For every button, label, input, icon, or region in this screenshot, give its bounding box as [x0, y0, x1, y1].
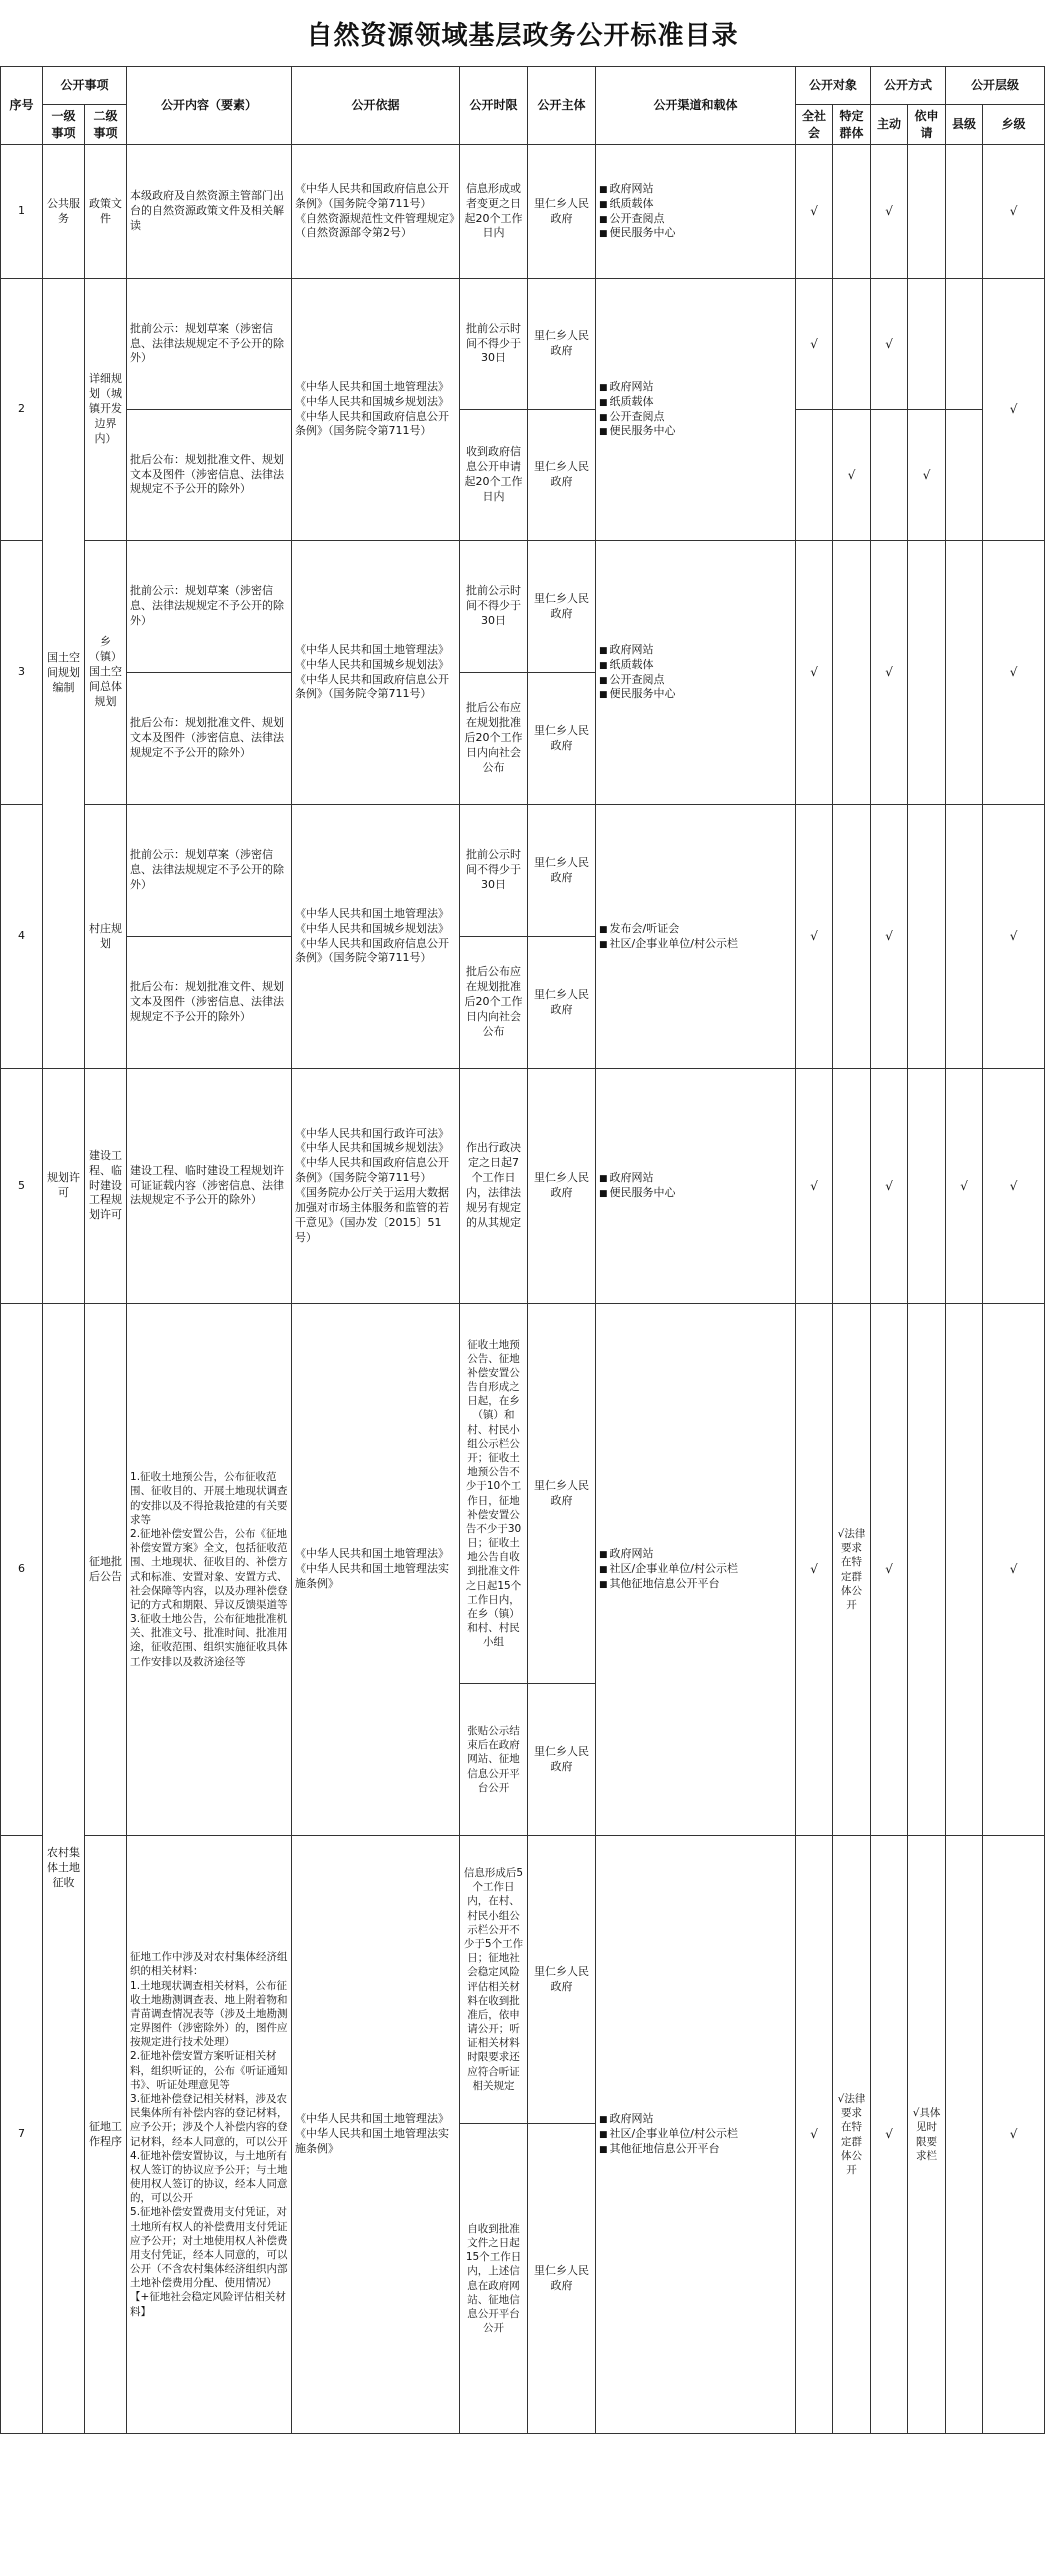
row-content-prepublic: 批前公示：规划草案（涉密信息、法律法规规定不予公开的除外）	[127, 541, 292, 673]
channel-item: ■ 纸质载体	[599, 658, 792, 673]
row-level1: 农村集体土地征收	[43, 1304, 85, 2434]
channel-item: ■ 纸质载体	[599, 395, 792, 410]
row-time-postpublic: 批后公布应在规划批准后20个工作日内向社会公布	[460, 937, 528, 1069]
row-basis: 《中华人民共和国土地管理法》 《中华人民共和国土地管理法实施条例》	[292, 1836, 460, 2434]
row-level2: 建设工程、临时建设工程规划许可	[85, 1069, 127, 1304]
check-whole-society: √	[796, 145, 833, 279]
header-channel: 公开渠道和载体	[596, 67, 796, 145]
header-mode: 公开方式	[871, 67, 946, 105]
channel-item: ■ 便民服务中心	[599, 687, 792, 702]
row-basis: 《中华人民共和国土地管理法》 《中华人民共和国城乡规划法》 《中华人民共和国政府信息公开条例》（国务院令第711号）	[292, 805, 460, 1069]
channel-item: ■ 政府网站	[599, 643, 792, 658]
table-row	[1, 541, 1045, 673]
check-specific-group	[833, 541, 871, 805]
check-active: √	[871, 1069, 908, 1304]
row-time-online: 自收到批准文件之日起15个工作日内，上述信息在政府网站、征地信息公开平台公开	[460, 2124, 528, 2434]
row-subject: 里仁乡人民政府	[528, 410, 596, 541]
channel-item: ■ 政府网站	[599, 380, 792, 395]
row-subject: 里仁乡人民政府	[528, 1304, 596, 1684]
header-content: 公开内容（要素）	[127, 67, 292, 145]
check-specific-group: √	[833, 410, 871, 541]
check-county: √	[946, 1069, 983, 1304]
row-level2: 政策文件	[85, 145, 127, 279]
row-time-online: 张贴公示结束后在政府网站、征地信息公开平台公开	[460, 1684, 528, 1836]
check-whole-society: √	[796, 1069, 833, 1304]
table-row	[1, 805, 1045, 937]
row-seq: 5	[1, 1069, 43, 1304]
header-tier: 公开层级	[946, 67, 1045, 105]
row-content: 本级政府及自然资源主管部门出台的自然资源政策文件及相关解读	[127, 145, 292, 279]
check-county	[946, 145, 983, 279]
channel-item: ■ 公开查阅点	[599, 673, 792, 688]
row-basis: 《中华人民共和国行政许可法》 《中华人民共和国城乡规划法》 《中华人民共和国政府信息公开条例》（国务院令第711号） 《国务院办公厅关于运用大数据加强对市场主体服务和监管的若干意见》（国办发〔2015〕51号）	[292, 1069, 460, 1304]
check-whole-society	[796, 410, 833, 541]
channel-item: ■ 政府网站	[599, 182, 792, 197]
check-specific-group	[833, 279, 871, 410]
header-on-request: 依申请	[908, 105, 946, 145]
channel-item: ■ 其他征地信息公开平台	[599, 2142, 792, 2157]
row-time-prepublic: 批前公示时间不得少于30日	[460, 805, 528, 937]
row-level2: 详细规划（城镇开发边界内）	[85, 279, 127, 541]
check-specific-group	[833, 805, 871, 1069]
row-time-prepublic: 批前公示时间不得少于30日	[460, 541, 528, 673]
header-subject: 公开主体	[528, 67, 596, 145]
row-basis: 《中华人民共和国土地管理法》 《中华人民共和国土地管理法实施条例》	[292, 1304, 460, 1836]
channel-item: ■ 社区/企事业单位/村公示栏	[599, 2127, 792, 2142]
header-active: 主动	[871, 105, 908, 145]
channel-item: ■ 政府网站	[599, 1547, 792, 1562]
channel-item: ■ 社区/企事业单位/村公示栏	[599, 937, 792, 952]
row-time-prepublic: 批前公示时间不得少于30日	[460, 279, 528, 410]
check-active: √	[871, 145, 908, 279]
row-content-postpublic: 批后公布：规划批准文件、规划文本及图件（涉密信息、法律法规规定不予公开的除外）	[127, 673, 292, 805]
check-township: √	[983, 805, 1045, 1069]
check-township: √	[983, 1836, 1045, 2434]
check-active: √	[871, 541, 908, 805]
channel-item: ■ 公开查阅点	[599, 410, 792, 425]
check-county	[946, 805, 983, 1069]
channel-item: ■ 便民服务中心	[599, 424, 792, 439]
header-time: 公开时限	[460, 67, 528, 145]
row-level2: 村庄规划	[85, 805, 127, 1069]
check-county	[946, 1836, 983, 2434]
row-seq: 6	[1, 1304, 43, 1836]
row-subject: 里仁乡人民政府	[528, 279, 596, 410]
row-content-postpublic: 批后公布：规划批准文件、规划文本及图件（涉密信息、法律法规规定不予公开的除外）	[127, 410, 292, 541]
row-subject: 里仁乡人民政府	[528, 2124, 596, 2434]
row-level1: 国土空间规划编制	[43, 279, 85, 1069]
channel-item: ■ 政府网站	[599, 1171, 792, 1186]
row-subject: 里仁乡人民政府	[528, 1069, 596, 1304]
header-level2: 二级事项	[85, 105, 127, 145]
row-time-notice: 信息形成后5个工作日内，在村、村民小组公示栏公开不少于5个工作日；征地社会稳定风险评估相关材料在收到批准后，依申请公开；听证相关材料时限要求还应符合听证相关规定	[460, 1836, 528, 2124]
row-time-postpublic: 收到政府信息公开申请起20个工作日内	[460, 410, 528, 541]
table-row	[1, 410, 1045, 541]
row-level2: 乡（镇）国土空间总体规划	[85, 541, 127, 805]
row-subject: 里仁乡人民政府	[528, 937, 596, 1069]
row-channels	[596, 1304, 796, 1836]
check-township: √	[983, 279, 1045, 541]
channel-item: ■ 政府网站	[599, 2112, 792, 2127]
table-row	[1, 1304, 1045, 1684]
channel-item: ■ 公开查阅点	[599, 212, 792, 227]
check-township: √	[983, 145, 1045, 279]
row-time-notice: 征收土地预公告、征地补偿安置公告自形成之日起，在乡（镇）和村、村民小组公示栏公开；征收土地预公告不少于10个工作日，征地补偿安置公告不少于30日；征收土地公告自收到批准文件之日起15个工作日内，在乡（镇）和村、村民小组	[460, 1304, 528, 1684]
header-target: 公开对象	[796, 67, 871, 105]
check-county	[946, 279, 983, 410]
row-level2: 征地工作程序	[85, 1836, 127, 2434]
header-county: 县级	[946, 105, 983, 145]
row-subject: 里仁乡人民政府	[528, 145, 596, 279]
channel-item: ■ 其他征地信息公开平台	[599, 1577, 792, 1592]
row-basis: 《中华人民共和国土地管理法》 《中华人民共和国城乡规划法》 《中华人民共和国政府信息公开条例》（国务院令第711号）	[292, 541, 460, 805]
row-seq: 1	[1, 145, 43, 279]
row-seq: 4	[1, 805, 43, 1069]
check-township: √	[983, 1304, 1045, 1836]
row-channels	[596, 805, 796, 1069]
check-active: √	[871, 805, 908, 1069]
header-level1: 一级事项	[43, 105, 85, 145]
check-county	[946, 541, 983, 805]
check-specific-group: √法律要求在特定群体公开	[833, 1304, 871, 1836]
check-whole-society: √	[796, 805, 833, 1069]
channel-item: ■ 便民服务中心	[599, 1186, 792, 1201]
check-on-request	[908, 1304, 946, 1836]
page-title: 自然资源领域基层政务公开标准目录	[306, 20, 739, 51]
check-township: √	[983, 541, 1045, 805]
row-channels	[596, 145, 796, 279]
table-row	[1, 145, 1045, 279]
check-county	[946, 1304, 983, 1836]
row-content-prepublic: 批前公示：规划草案（涉密信息、法律法规规定不予公开的除外）	[127, 279, 292, 410]
header-township: 乡级	[983, 105, 1045, 145]
row-content: 建设工程、临时建设工程规划许可证证载内容（涉密信息、法律法规规定不予公开的除外）	[127, 1069, 292, 1304]
row-seq: 7	[1, 1836, 43, 2434]
check-specific-group: √法律要求在特定群体公开	[833, 1836, 871, 2434]
check-active: √	[871, 1836, 908, 2434]
check-whole-society: √	[796, 1836, 833, 2434]
row-level2: 征地批后公告	[85, 1304, 127, 1836]
row-content-postpublic: 批后公布：规划批准文件、规划文本及图件（涉密信息、法律法规规定不予公开的除外）	[127, 937, 292, 1069]
row-level1: 规划许可	[43, 1069, 85, 1304]
row-subject: 里仁乡人民政府	[528, 805, 596, 937]
row-content-prepublic: 批前公示：规划草案（涉密信息、法律法规规定不予公开的除外）	[127, 805, 292, 937]
channel-item: ■ 便民服务中心	[599, 226, 792, 241]
row-subject: 里仁乡人民政府	[528, 1836, 596, 2124]
row-subject: 里仁乡人民政府	[528, 1684, 596, 1836]
row-basis: 《中华人民共和国土地管理法》 《中华人民共和国城乡规划法》 《中华人民共和国政府信息公开条例》（国务院令第711号）	[292, 279, 460, 541]
header-specific-group: 特定群体	[833, 105, 871, 145]
row-subject: 里仁乡人民政府	[528, 673, 596, 805]
check-on-request	[908, 279, 946, 410]
check-county	[946, 410, 983, 541]
catalog-table	[0, 66, 1045, 2434]
header-basis: 公开依据	[292, 67, 460, 145]
header-item: 公开事项	[43, 67, 127, 105]
channel-item: ■ 社区/企事业单位/村公示栏	[599, 1562, 792, 1577]
check-on-request: √具体见时限要求栏	[908, 1836, 946, 2434]
row-time: 信息形成或者变更之日起20个工作日内	[460, 145, 528, 279]
row-seq: 2	[1, 279, 43, 541]
row-level1: 公共服务	[43, 145, 85, 279]
check-whole-society: √	[796, 541, 833, 805]
table-row	[1, 1836, 1045, 2124]
row-time-postpublic: 批后公布应在规划批准后20个工作日内向社会公布	[460, 673, 528, 805]
check-specific-group	[833, 1069, 871, 1304]
row-time: 作出行政决定之日起7个工作日内，法律法规另有规定的从其规定	[460, 1069, 528, 1304]
row-channels	[596, 1836, 796, 2434]
check-township: √	[983, 1069, 1045, 1304]
table-row	[1, 279, 1045, 410]
check-on-request	[908, 541, 946, 805]
check-specific-group	[833, 145, 871, 279]
row-channels	[596, 279, 796, 541]
header-seq: 序号	[1, 67, 43, 145]
check-active	[871, 410, 908, 541]
header-whole-society: 全社会	[796, 105, 833, 145]
check-on-request	[908, 805, 946, 1069]
table-row	[1, 1069, 1045, 1304]
row-content: 1.征收土地预公告，公布征收范围、征收目的、开展土地现状调查的安排以及不得抢栽抢建的有关要求等 2.征地补偿安置公告，公布《征地补偿安置方案》全文，包括征收范围、土地现状、征收目的、补偿方式和标准、安置对象、安置方式、社会保障等内容，以及办理补偿登记的方式和期限、异议反馈渠道等 3.征收土地公告，公布征地批准机关、批准文号、批准时间、批准用途，征收范围、组织实施征收具体工作安排以及救济途径等	[127, 1304, 292, 1836]
check-on-request	[908, 145, 946, 279]
check-on-request: √	[908, 410, 946, 541]
row-seq: 3	[1, 541, 43, 805]
check-whole-society: √	[796, 1304, 833, 1836]
check-active: √	[871, 279, 908, 410]
channel-item: ■ 发布会/听证会	[599, 922, 792, 937]
row-subject: 里仁乡人民政府	[528, 541, 596, 673]
row-channels	[596, 541, 796, 805]
row-channels	[596, 1069, 796, 1304]
row-basis: 《中华人民共和国政府信息公开条例》（国务院令第711号） 《自然资源规范性文件管理规定》（自然资源部令第2号）	[292, 145, 460, 279]
check-on-request	[908, 1069, 946, 1304]
channel-item: ■ 纸质载体	[599, 197, 792, 212]
row-content: 征地工作中涉及对农村集体经济组织的相关材料： 1.土地现状调查相关材料，公布征收土地勘测调查表、地上附着物和青苗调查情况表等（涉及土地勘测定界图件（涉密除外）的，图件应按规定进行技术处理） 2.征地补偿安置方案听证相关材料，组织听证的，公布《听证通知书》、听证处理意见等 3.征地补偿登记相关材料，涉及农民集体所有补偿内容的登记材料，应予公开；涉及个人补偿内容的登记材料，经本人同意的，可以公开 4.征地补偿安置协议，与土地所有权人签订的协议应予公开；与土地使用权人签订的协议，经本人同意的，可以公开 5.征地补偿安置费用支付凭证，对土地所有权人的补偿费用支付凭证应予公开；对土地使用权人补偿费用支付凭证，经本人同意的，可以公开（不含农村集体经济组织内部土地补偿费用分配、使用情况）【+征地社会稳定风险评估相关材料】	[127, 1836, 292, 2434]
check-whole-society: √	[796, 279, 833, 410]
check-active: √	[871, 1304, 908, 1836]
